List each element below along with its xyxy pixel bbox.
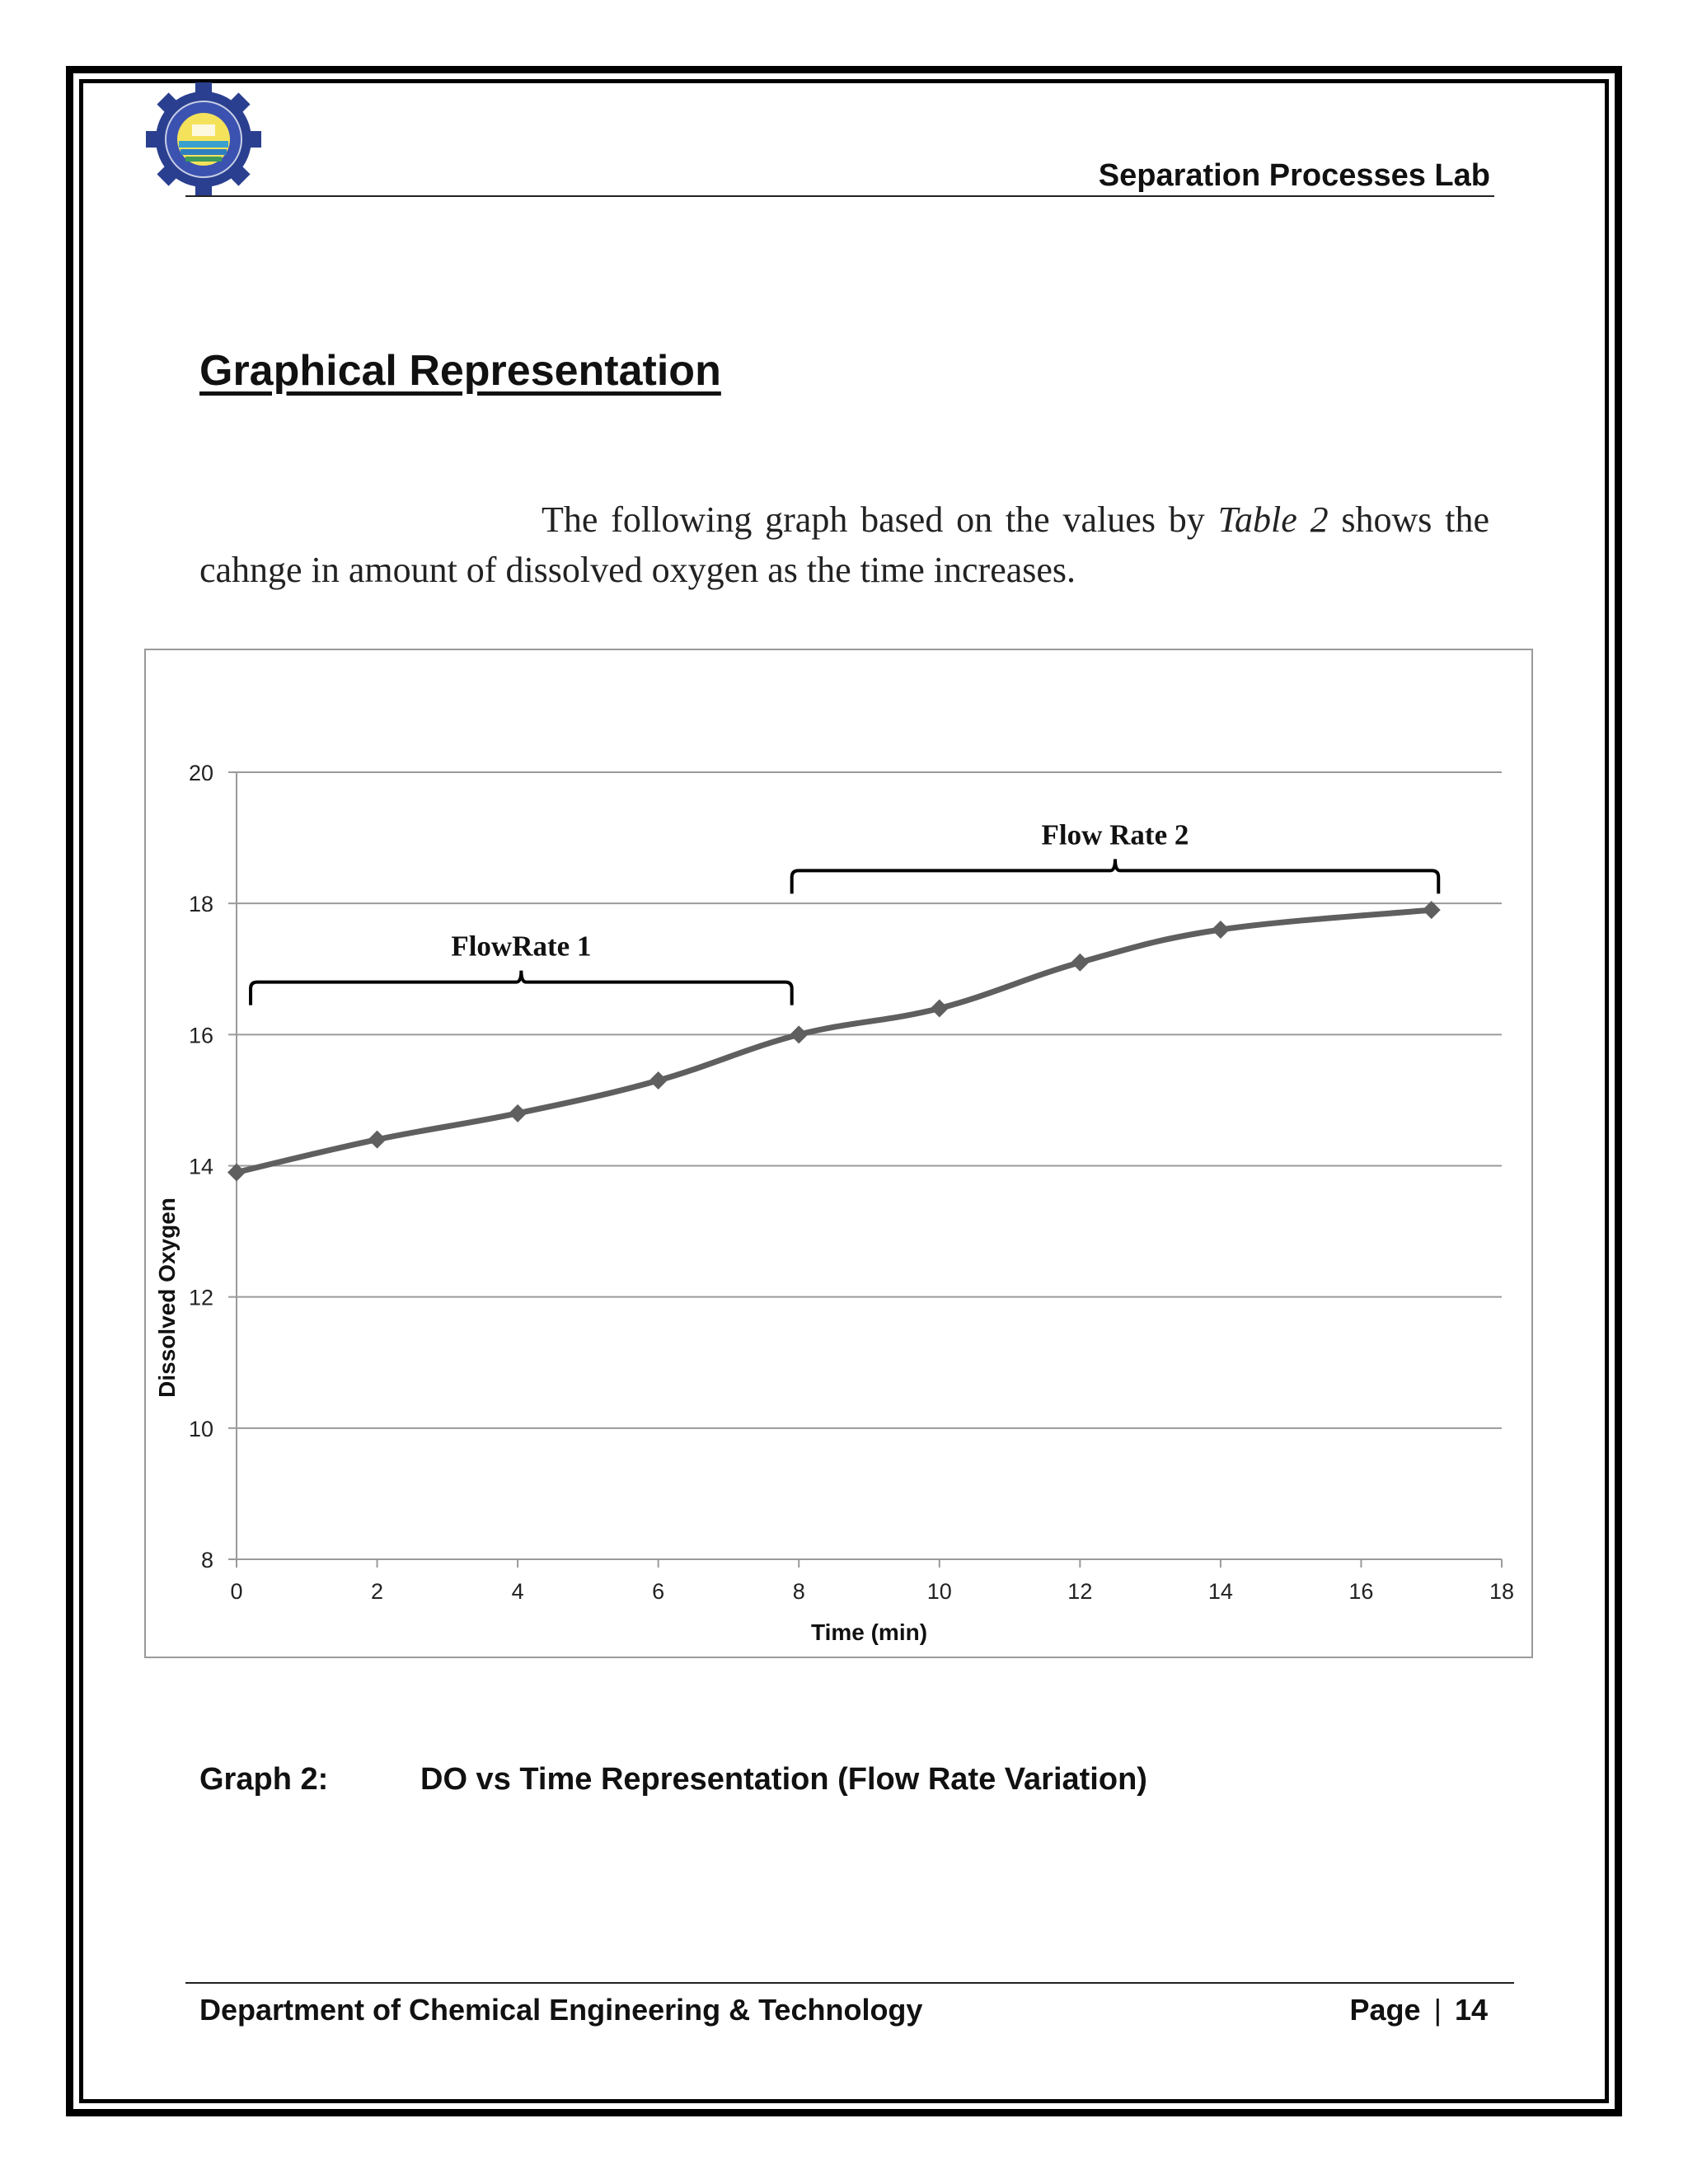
x-tick-label: 4 xyxy=(511,1579,524,1604)
x-tick-label: 12 xyxy=(1067,1579,1093,1604)
page-number: 14 xyxy=(1454,1993,1488,2027)
y-tick-label: 12 xyxy=(188,1285,213,1310)
annotation-label: FlowRate 1 xyxy=(451,930,592,963)
x-tick-label: 6 xyxy=(652,1579,665,1604)
data-point-marker xyxy=(931,1000,949,1018)
intro-text-before: The following graph based on the values by xyxy=(542,499,1218,540)
data-point-marker xyxy=(649,1071,668,1090)
x-tick-label: 18 xyxy=(1489,1579,1515,1604)
page-separator: | xyxy=(1433,1993,1442,2027)
footer-department: Department of Chemical Engineering & Technology xyxy=(199,1993,923,2027)
header-divider xyxy=(185,195,1494,197)
series-line xyxy=(237,910,1432,1172)
intro-text-after: shows the cahnge in amount of dissolved oxygen as the time increases. xyxy=(199,499,1490,590)
chart-container xyxy=(144,649,1533,1658)
intro-table-ref: Table 2 xyxy=(1217,499,1329,540)
header-title: Separation Processes Lab xyxy=(1098,158,1490,193)
data-point-marker xyxy=(1071,954,1089,972)
x-axis-title: Time (min) xyxy=(810,1619,928,1645)
footer-divider xyxy=(185,1982,1514,1984)
university-logo xyxy=(142,82,265,196)
y-tick-label: 10 xyxy=(188,1416,213,1441)
y-axis-title: Dissolved Oxygen xyxy=(154,1197,180,1398)
do-vs-time-chart xyxy=(146,650,1531,1657)
page-label: Page xyxy=(1349,1993,1421,2027)
annotation-bracket xyxy=(792,859,1439,893)
data-point-marker xyxy=(368,1131,387,1149)
data-point-marker xyxy=(790,1025,808,1043)
data-point-marker xyxy=(1212,921,1230,939)
y-tick-label: 18 xyxy=(188,892,213,917)
x-tick-label: 2 xyxy=(371,1579,384,1604)
x-tick-label: 14 xyxy=(1207,1579,1233,1604)
x-tick-label: 16 xyxy=(1348,1579,1374,1604)
y-tick-label: 20 xyxy=(188,761,213,785)
footer-page xyxy=(1350,1993,1488,2027)
y-tick-label: 14 xyxy=(188,1154,213,1179)
y-tick-label: 16 xyxy=(188,1023,213,1048)
caption-text: DO vs Time Representation (Flow Rate Variation) xyxy=(420,1762,1147,1797)
y-tick-label: 8 xyxy=(200,1548,213,1572)
x-tick-label: 0 xyxy=(230,1579,243,1604)
x-tick-label: 8 xyxy=(792,1579,805,1604)
caption-label: Graph 2: xyxy=(199,1762,329,1797)
data-point-marker xyxy=(509,1104,527,1122)
graph-caption xyxy=(199,1762,1147,1797)
intro-paragraph xyxy=(199,494,1489,595)
x-tick-label: 10 xyxy=(926,1579,952,1604)
annotation-bracket xyxy=(251,971,792,1005)
section-title: Graphical Representation xyxy=(199,347,721,395)
annotation-label: Flow Rate 2 xyxy=(1041,818,1189,851)
